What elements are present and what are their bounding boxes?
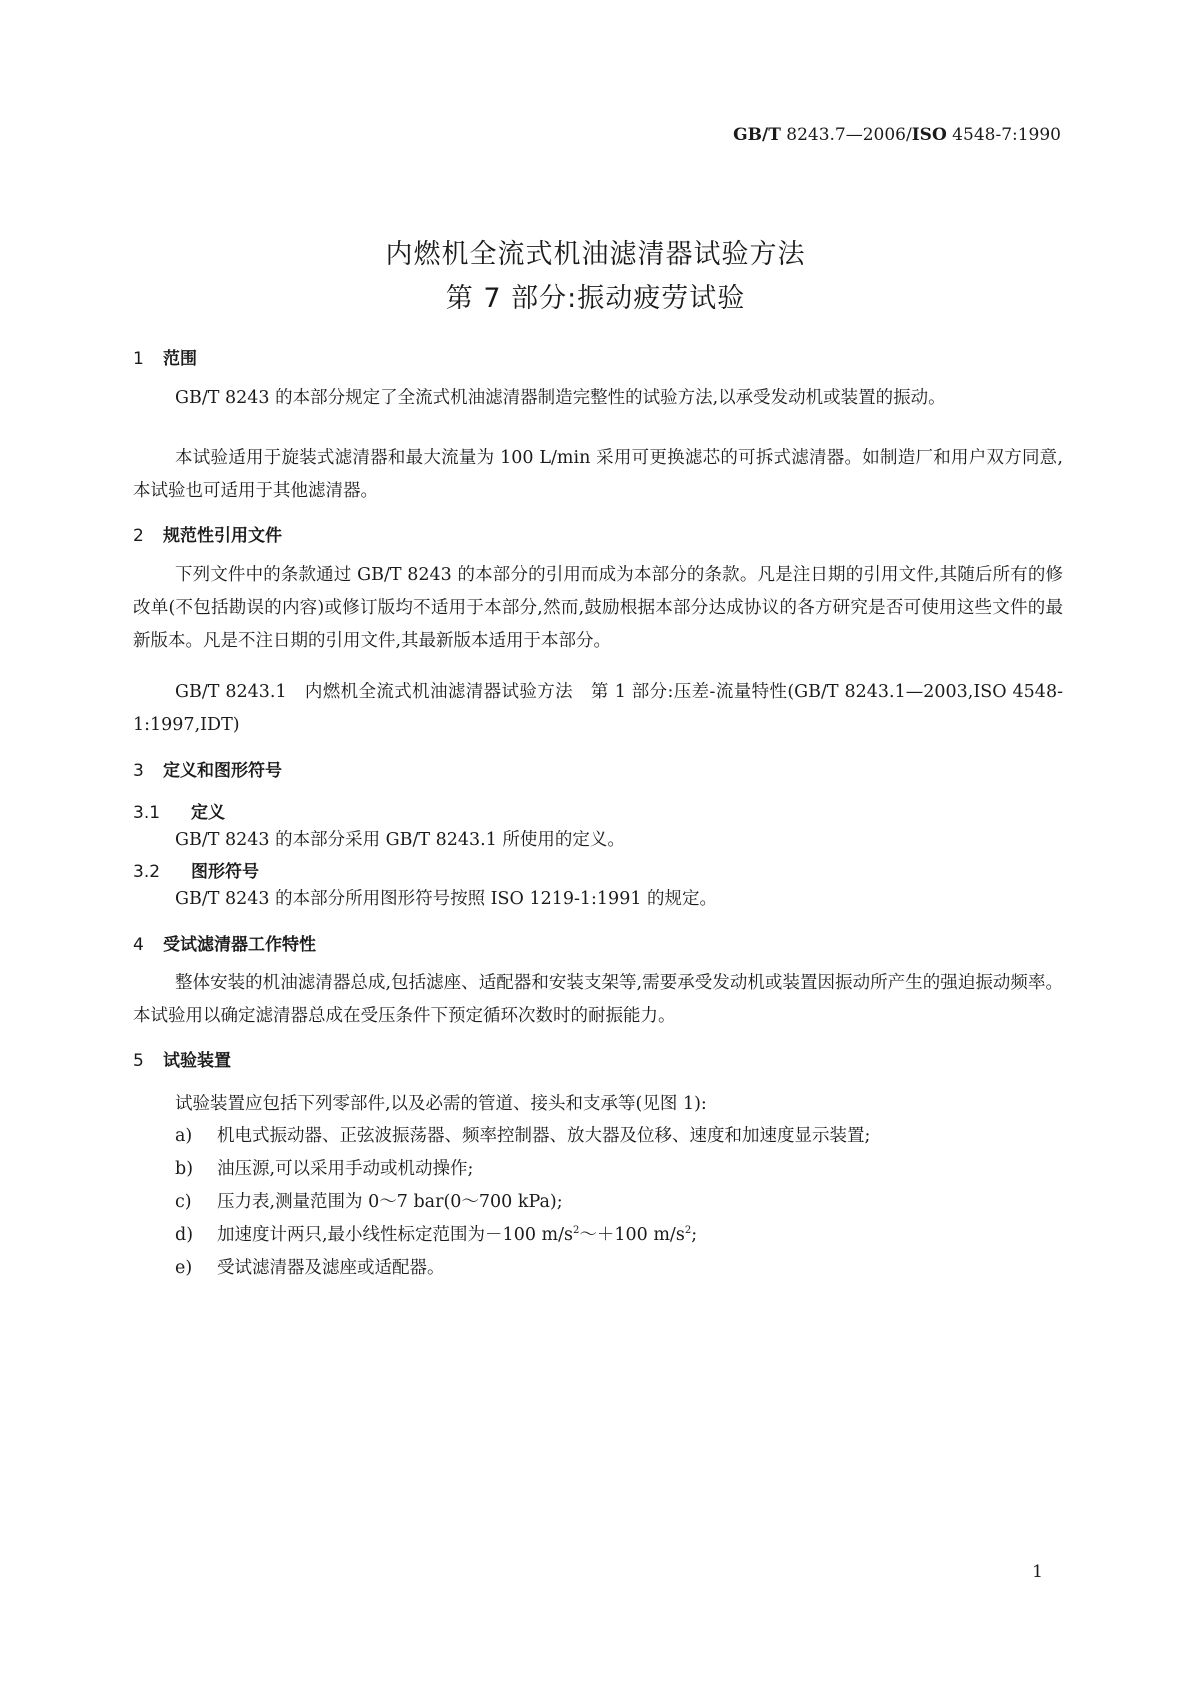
section-number: 5 xyxy=(133,1051,144,1071)
section-5-intro: 试验装置应包括下列零部件,以及必需的管道、接头和支承等(见图 1): xyxy=(175,1094,707,1114)
list-item-label: b) xyxy=(175,1159,194,1179)
list-item-label: d) xyxy=(175,1225,194,1245)
section-title: 范围 xyxy=(163,349,197,369)
list-item-text: ; xyxy=(691,1225,698,1245)
list-item xyxy=(175,1188,563,1213)
list-item-label: e) xyxy=(175,1258,193,1278)
section-3-2-text: GB/T 8243 的本部分所用图形符号按照 ISO 1219-1:1991 的规定。 xyxy=(175,889,718,909)
list-item xyxy=(175,1122,870,1147)
section-5-heading xyxy=(133,1046,231,1071)
list-item xyxy=(175,1254,445,1279)
list-item-text: 加速度计两只,最小线性标定范围为－100 m/s xyxy=(217,1225,573,1245)
superscript: 2 xyxy=(684,1225,692,1237)
list-item xyxy=(175,1155,473,1180)
section-number: 2 xyxy=(133,526,144,546)
standard-code-iso-number: 4548-7:1990 xyxy=(946,125,1061,145)
section-title: 规范性引用文件 xyxy=(163,526,282,546)
section-title: 试验装置 xyxy=(163,1051,231,1071)
standard-code-iso: ISO xyxy=(911,125,947,145)
section-number: 3 xyxy=(133,761,144,781)
section-3-1-heading xyxy=(133,798,225,823)
section-4-heading xyxy=(133,930,316,955)
document-title: 内燃机全流式机油滤清器试验方法 xyxy=(385,239,806,270)
page-number: 1 xyxy=(1032,1562,1043,1582)
standard-code-prefix: GB/T xyxy=(733,125,781,145)
section-1-heading xyxy=(133,344,197,369)
section-number: 4 xyxy=(133,935,144,955)
section-1-paragraph-2: 本试验适用于旋装式滤清器和最大流量为 100 L/min 采用可更换滤芯的可拆式滤清器。如制造厂和用户双方同意,本试验也可适用于其他滤清器。 xyxy=(133,448,1063,501)
section-1-paragraph-1: GB/T 8243 的本部分规定了全流式机油滤清器制造完整性的试验方法,以承受发动机或装置的振动。 xyxy=(175,388,946,408)
subsection-number: 3.2 xyxy=(133,862,161,882)
section-2-reference: GB/T 8243.1 内燃机全流式机油滤清器试验方法 第 1 部分:压差-流量特性(GB/T 8243.1—2003,ISO 4548-1:1997,IDT) xyxy=(133,682,1063,735)
list-item-label: c) xyxy=(175,1192,192,1212)
document-subtitle: 第 7 部分:振动疲劳试验 xyxy=(445,283,746,314)
section-title: 受试滤清器工作特性 xyxy=(163,935,316,955)
section-number: 1 xyxy=(133,349,144,369)
subsection-number: 3.1 xyxy=(133,803,161,823)
list-item-label: a) xyxy=(175,1126,193,1146)
list-item xyxy=(175,1221,697,1246)
list-item-text: 机电式振动器、正弦波振荡器、频率控制器、放大器及位移、速度和加速度显示装置; xyxy=(217,1126,871,1146)
section-3-heading xyxy=(133,756,282,781)
standard-code-number: 8243.7—2006/ xyxy=(780,125,912,145)
standard-code xyxy=(733,125,1061,145)
list-item-text: 油压源,可以采用手动或机动操作; xyxy=(217,1159,474,1179)
section-2-heading xyxy=(133,521,282,546)
section-4-paragraph: 整体安装的机油滤清器总成,包括滤座、适配器和安装支架等,需要承受发动机或装置因振动所产生的强迫振动频率。本试验用以确定滤清器总成在受压条件下预定循环次数时的耐振能力。 xyxy=(133,973,1063,1026)
section-2-paragraph-1: 下列文件中的条款通过 GB/T 8243 的本部分的引用而成为本部分的条款。凡是注日期的引用文件,其随后所有的修改单(不包括勘误的内容)或修订版均不适用于本部分,然而,鼓励根据本部分达成协议的各方研究是否可使用这些文件的最新版本。凡是不注日期的引用文件,其最新版本适用于本部分。 xyxy=(133,565,1063,651)
superscript: 2 xyxy=(573,1225,580,1237)
list-item-text: 受试滤清器及滤座或适配器。 xyxy=(217,1258,445,1278)
section-3-2-heading xyxy=(133,857,259,882)
list-item-text: 压力表,测量范围为 0～7 bar(0～700 kPa); xyxy=(217,1192,563,1212)
list-item-text: ～＋100 m/s xyxy=(579,1225,685,1245)
subsection-title: 图形符号 xyxy=(191,862,259,882)
section-3-1-text: GB/T 8243 的本部分采用 GB/T 8243.1 所使用的定义。 xyxy=(175,830,625,850)
subsection-title: 定义 xyxy=(191,803,225,823)
section-title: 定义和图形符号 xyxy=(163,761,282,781)
